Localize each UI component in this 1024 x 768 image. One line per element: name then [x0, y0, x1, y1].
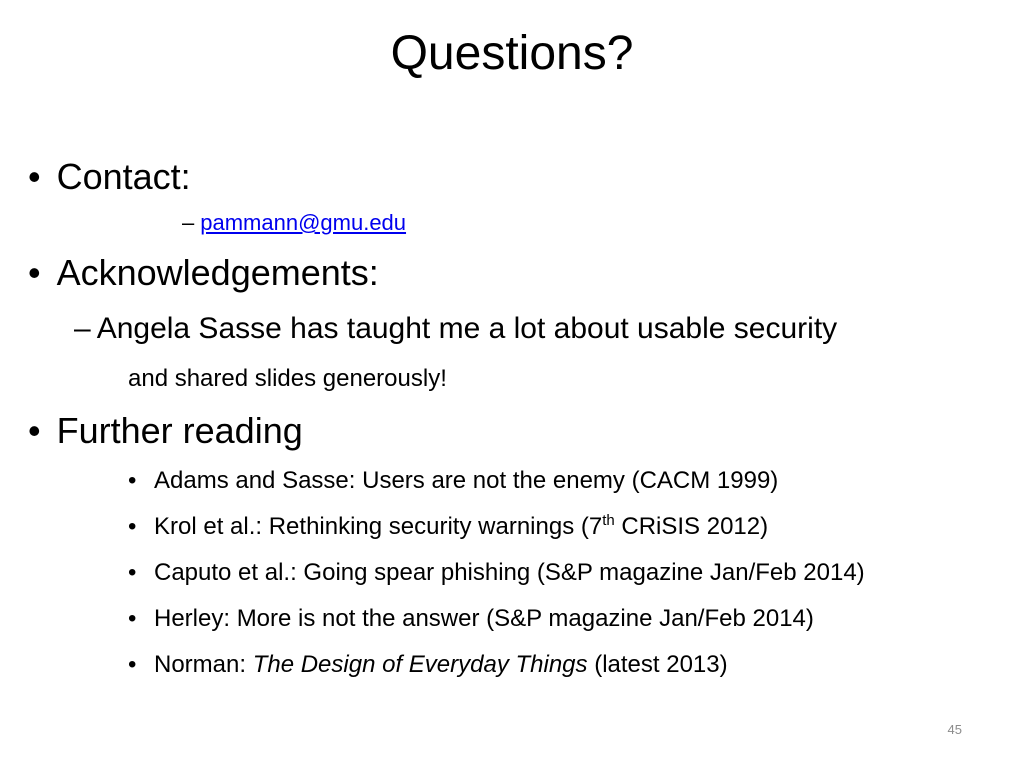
book-title: The Design of Everyday Things [252, 651, 588, 678]
bullet-icon: • [128, 605, 137, 632]
acknowledgements-line-2 [128, 364, 447, 394]
ordinal-superscript: th [602, 512, 615, 529]
contact-heading: Contact: [56, 156, 191, 197]
email-link[interactable]: pammann@gmu.edu [200, 210, 407, 235]
contact-email-item [182, 209, 406, 237]
reading-item-text-prefix: Norman: [154, 651, 253, 678]
slide-title: Questions? [390, 27, 634, 80]
bullet-icon: • [128, 651, 137, 678]
reading-item-text: Adams and Sasse: Users are not the enemy (CACM 1999) [154, 467, 779, 494]
reading-item-text: Herley: More is not the answer (S&P magazine Jan/Feb 2014) [154, 605, 814, 632]
reading-list-item [128, 512, 1008, 542]
acknowledgement-text: Angela Sasse has taught me a lot about usable security [96, 312, 838, 345]
bullet-icon: • [128, 513, 137, 540]
contact-bullet-item [28, 157, 191, 197]
further-reading-bullet-item [28, 411, 303, 451]
reading-list-item [128, 466, 1008, 496]
acknowledgement-continuation: and shared slides generously! [128, 365, 447, 392]
reading-item-text-suffix: (latest 2013) [587, 651, 728, 678]
bullet-icon: • [128, 559, 137, 586]
bullet-icon: • [128, 467, 137, 494]
reading-list-item [128, 604, 1008, 634]
dash-icon: – [182, 210, 195, 235]
reading-item-text-prefix: Krol et al.: Rethinking security warnings (7 [154, 513, 603, 540]
acknowledgements-line-1 [74, 311, 837, 347]
acknowledgements-bullet-item [28, 253, 379, 293]
further-reading-list [128, 466, 1008, 696]
reading-item-text: Caputo et al.: Going spear phishing (S&P magazine Jan/Feb 2014) [154, 559, 865, 586]
further-reading-heading: Further reading [56, 410, 303, 451]
dash-icon: – [74, 312, 91, 345]
reading-item-text-suffix: CRiSIS 2012) [614, 513, 769, 540]
reading-list-item [128, 558, 1008, 588]
reading-list-item [128, 650, 1008, 680]
page-number: 45 [947, 722, 962, 737]
bullet-icon: • [28, 156, 41, 197]
acknowledgements-heading: Acknowledgements: [56, 252, 379, 293]
bullet-icon: • [28, 252, 41, 293]
bullet-icon: • [28, 410, 41, 451]
